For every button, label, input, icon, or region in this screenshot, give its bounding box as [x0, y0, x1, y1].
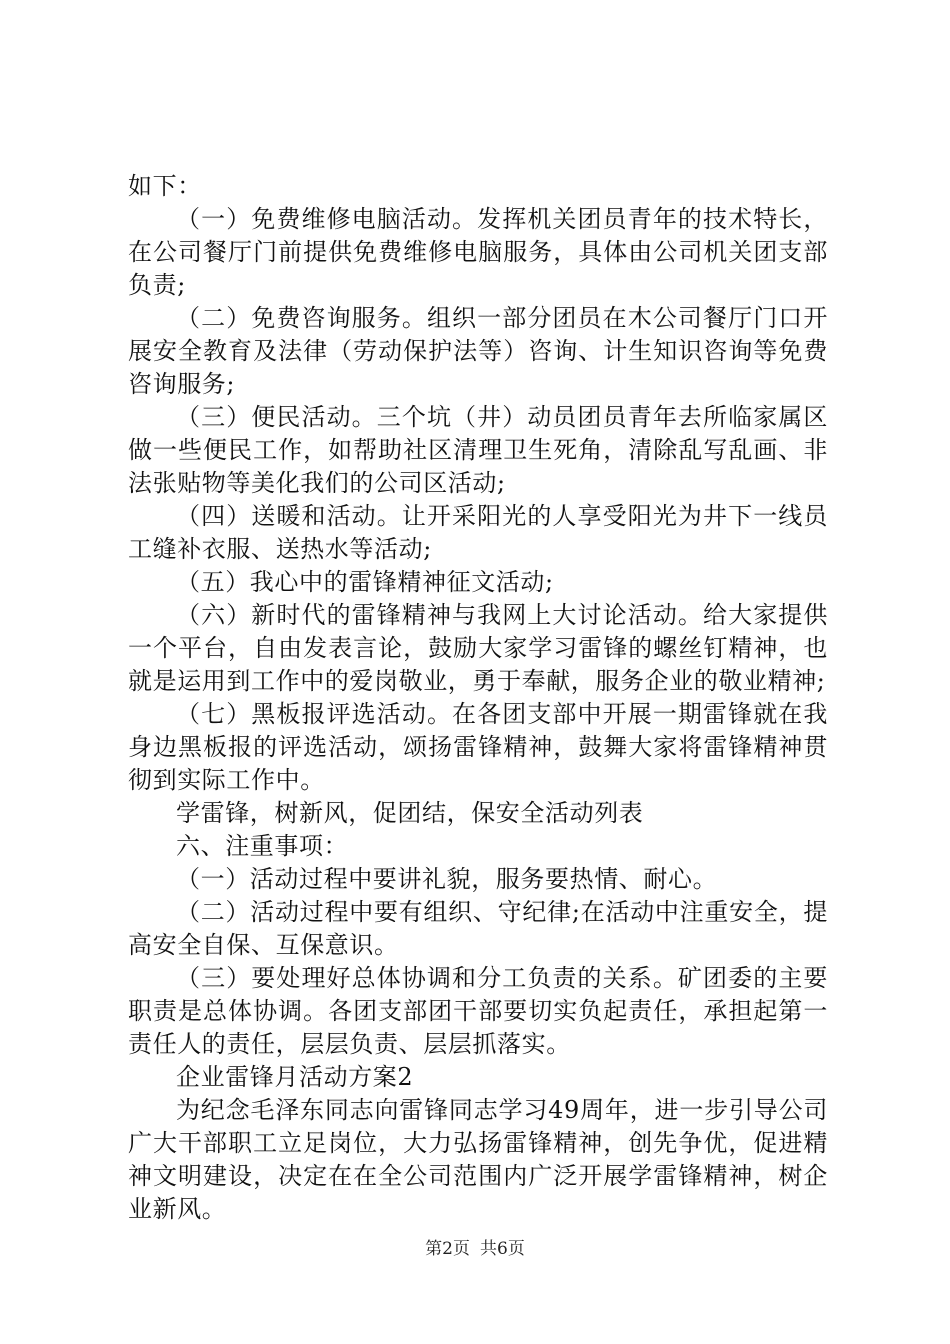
page-total: 共6页: [480, 1239, 525, 1259]
paragraph-item-1: （一）免费维修电脑活动。发挥机关团员青年的技术特长，在公司餐厅门前提供免费维修电脑服务，具体由公司机关团支部负责;: [128, 205, 828, 299]
section-heading-notes: 六、注重事项：: [176, 832, 349, 860]
paragraph-item-7: （七）黑板报评选活动。在各团支部中开展一期雷锋就在我身边黑板报的评选活动，颂扬雷锋精神，鼓舞大家将雷锋精神贯彻到实际工作中。: [128, 700, 828, 794]
paragraph-note-1: （一）活动过程中要讲礼貌，服务要热情、耐心。: [176, 865, 718, 893]
paragraph-item-6: （六）新时代的雷锋精神与我网上大讨论活动。给大家提供一个平台，自由发表言论，鼓励大家学习雷锋的螺丝钉精神，也就是运用到工作中的爱岗敬业，勇于奉献，服务企业的敬业精神;: [128, 601, 828, 695]
page-number: 第2页: [425, 1239, 470, 1259]
paragraph-note-3: （三）要处理好总体协调和分工负责的关系。矿团委的主要职责是总体协调。各团支部团干部要切实负起责任，承担起第一责任人的责任，层层负责、层层抓落实。: [128, 964, 828, 1058]
paragraph-item-4: （四）送暖和活动。让开采阳光的人享受阳光为井下一线员工缝补衣服、送热水等活动;: [128, 502, 828, 563]
paragraph-item-3: （三）便民活动。三个坑（井）动员团员青年去所临家属区做一些便民工作，如帮助社区清理卫生死角，清除乱写乱画、非法张贴物等美化我们的公司区活动;: [128, 403, 828, 497]
paragraph-note-2: （二）活动过程中要有组织、守纪律;在活动中注重安全，提高安全自保、互保意识。: [128, 898, 828, 959]
paragraph-plan-2-intro: 为纪念毛泽东同志向雷锋同志学习49周年，进一步引导公司广大干部职工立足岗位，大力弘扬雷锋精神，创先争优，促进精神文明建设，决定在在全公司范围内广泛开展学雷锋精神，树企业新风。: [128, 1096, 828, 1223]
paragraph-item-5: （五）我心中的雷锋精神征文活动;: [176, 568, 554, 596]
section-heading-plan-2: 企业雷锋月活动方案2: [176, 1063, 414, 1091]
paragraph-intro: 如下：: [128, 172, 202, 200]
document-body: [128, 170, 828, 1226]
paragraph-item-2: （二）免费咨询服务。组织一部分团员在木公司餐厅门口开展安全教育及法律（劳动保护法等）咨询、计生知识咨询等免费咨询服务;: [128, 304, 828, 398]
page-footer: [0, 1238, 950, 1260]
paragraph-activity-list: 学雷锋，树新风，促团结，保安全活动列表: [176, 799, 644, 827]
